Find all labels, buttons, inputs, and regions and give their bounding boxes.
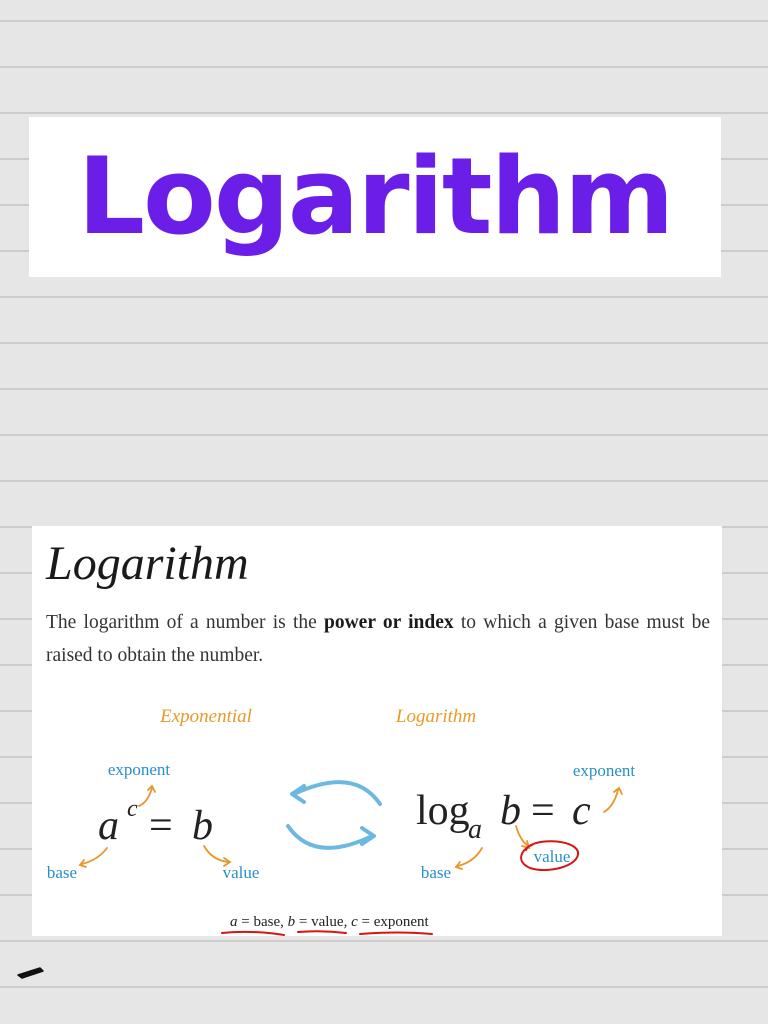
description-text-start: The logarithm of a number is the [46, 612, 324, 633]
label-base-left: base [46, 863, 78, 882]
legend-b-def: = value, [295, 914, 352, 930]
heading-logarithm: Logarithm [395, 706, 477, 727]
log-result: c [572, 788, 591, 834]
label-exponent-right: exponent [572, 761, 636, 780]
exp-equals: = [149, 803, 173, 849]
log-base: a [468, 814, 482, 845]
cycle-arrows-icon [288, 782, 380, 848]
variable-legend [230, 914, 430, 930]
label-base-right: base [420, 863, 452, 882]
logarithm-definition-card [32, 526, 722, 936]
log-word: log [416, 788, 470, 834]
legend-c-def: = exponent [357, 914, 429, 930]
exp-base: a [98, 803, 119, 849]
exponential-logarithm-diagram [32, 526, 722, 936]
heading-exponential: Exponential [160, 706, 252, 727]
card-title: Logarithm [46, 537, 249, 590]
legend-a: a [230, 914, 238, 930]
label-value-left: value [222, 863, 260, 882]
label-value-right: value [533, 847, 571, 866]
description-text-end: to which a given base must be raised to obtain the number. [46, 612, 710, 666]
banner-title: Logarithm [77, 135, 673, 258]
legend-a-def: = base, [237, 914, 288, 930]
legend-c: c [351, 914, 358, 930]
exp-power: c [127, 796, 138, 822]
log-value: b [500, 788, 521, 834]
description-bold-term: power or index [324, 612, 454, 633]
legend-b: b [287, 914, 296, 930]
log-equals: = [531, 788, 555, 834]
exp-value: b [192, 803, 213, 849]
logarithm-banner-image [29, 117, 721, 277]
label-exponent-left: exponent [107, 760, 171, 779]
